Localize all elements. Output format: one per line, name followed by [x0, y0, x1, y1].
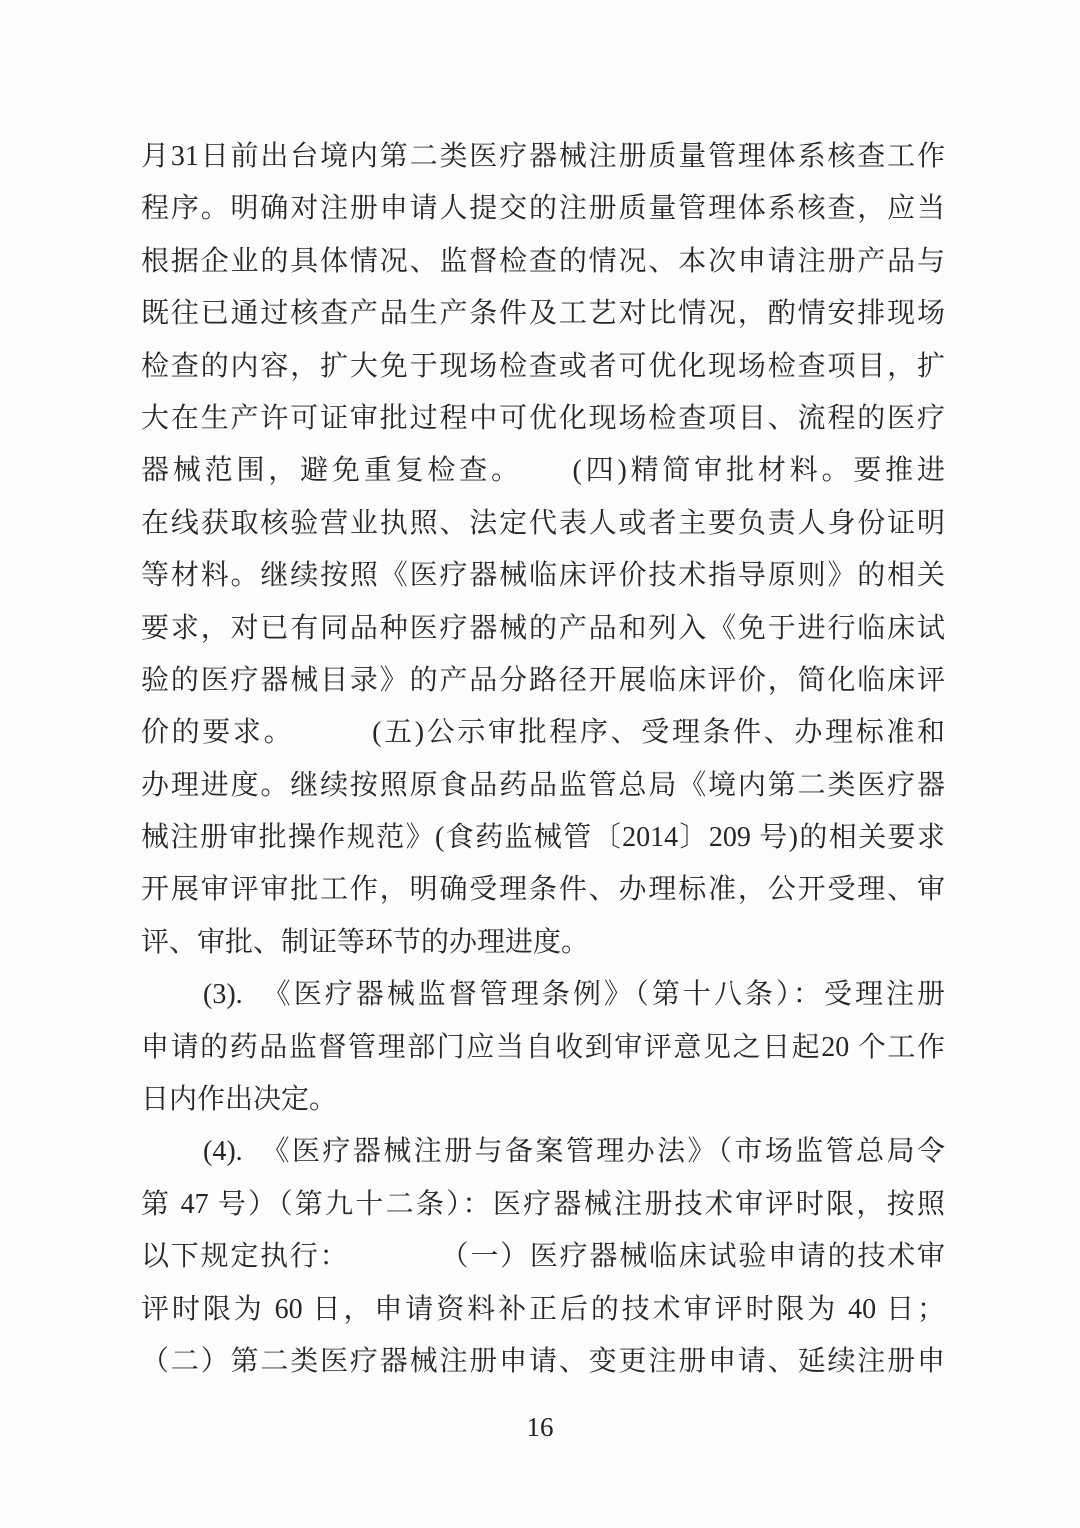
text-line: 日内作出决定。 — [141, 1084, 338, 1116]
text-line: (4). 《医疗器械注册与备案管理办法》（市场监管总局令 — [203, 1136, 945, 1168]
text-line: （二）第二类医疗器械注册申请、变更注册申请、延续注册申 — [141, 1345, 945, 1377]
text-line: 价的要求。 (五)公示审批程序、受理条件、办理标准和 — [141, 717, 945, 749]
text-line: 既往已通过核查产品生产条件及工艺对比情况，酌情安排现场 — [141, 298, 945, 330]
text-line: 申请的药品监督管理部门应当自收到审评意见之日起20 个工作 — [141, 1031, 945, 1063]
text-line: 在线获取核验营业执照、法定代表人或者主要负责人身份证明 — [141, 507, 945, 539]
text-line: 以下规定执行： （一）医疗器械临床试验申请的技术审 — [141, 1241, 945, 1273]
text-line: 程序。明确对注册申请人提交的注册质量管理体系核查，应当 — [141, 193, 945, 225]
text-line: 检查的内容，扩大免于现场检查或者可优化现场检查项目，扩 — [141, 350, 945, 382]
text-line: 等材料。继续按照《医疗器械临床评价技术指导原则》的相关 — [141, 560, 945, 592]
text-line: 械注册审批操作规范》(食药监械管〔2014〕209 号)的相关要求 — [141, 822, 945, 854]
text-line: 第 47 号）（第九十二条）：医疗器械注册技术审评时限，按照 — [141, 1188, 945, 1220]
page-number: 16 — [526, 1412, 554, 1442]
document-text-block — [141, 131, 945, 1388]
text-line: 开展审评审批工作，明确受理条件、办理标准，公开受理、审 — [141, 874, 945, 906]
text-line: 评、审批、制证等环节的办理进度。 — [141, 926, 590, 958]
text-line: 要求，对已有同品种医疗器械的产品和列入《免于进行临床试 — [141, 612, 945, 644]
text-line: 器械范围，避免重复检查。 (四)精简审批材料。要推进 — [141, 455, 945, 487]
text-line: 大在生产许可证审批过程中可优化现场检查项目、流程的医疗 — [141, 402, 945, 434]
text-line: 验的医疗器械目录》的产品分路径开展临床评价，简化临床评 — [141, 664, 945, 696]
text-line: (3). 《医疗器械监督管理条例》（第十八条）：受理注册 — [203, 979, 945, 1011]
text-line: 月31日前出台境内第二类医疗器械注册质量管理体系核查工作 — [141, 141, 945, 172]
text-line: 办理进度。继续按照原食品药品监管总局《境内第二类医疗器 — [141, 769, 945, 801]
text-line: 评时限为 60 日，申请资料补正后的技术审评时限为 40 日； — [141, 1293, 945, 1325]
text-line: 根据企业的具体情况、监督检查的情况、本次申请注册产品与 — [141, 245, 945, 277]
